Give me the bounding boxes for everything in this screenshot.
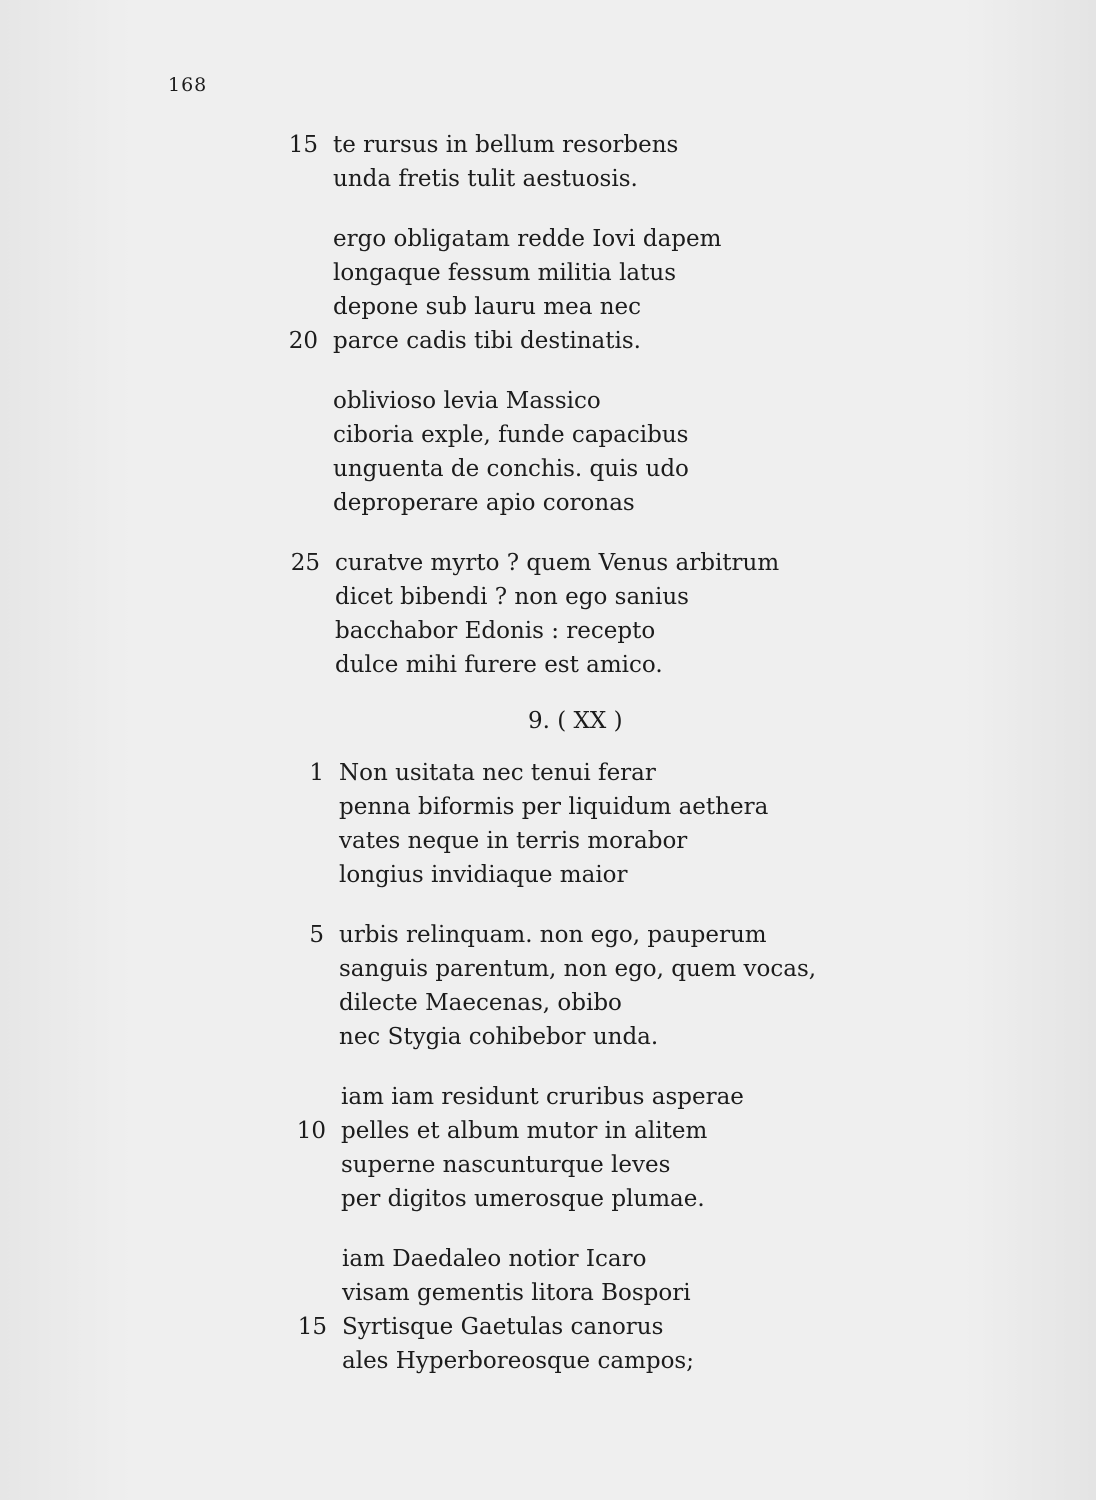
verse-line: ales Hyperboreosque campos; (342, 1348, 694, 1374)
verse-line: te rursus in bellum resorbens (333, 132, 679, 158)
line-number: 5 (309, 922, 324, 948)
verse-line: iam iam residunt cruribus asperae (341, 1084, 744, 1110)
verse-line: nec Stygia cohibebor unda. (339, 1024, 659, 1050)
ode-heading: 9. ( XX ) (528, 708, 623, 734)
verse-line: visam gementis litora Bospori (342, 1280, 691, 1306)
verse-line: sanguis parentum, non ego, quem vocas, (339, 956, 817, 982)
verse-line: longaque fessum militia latus (333, 260, 677, 286)
verse-line: urbis relinquam. non ego, pauperum (339, 922, 767, 948)
line-number: 15 (297, 1314, 327, 1340)
verse-line: parce cadis tibi destinatis. (333, 328, 641, 354)
verse-line: deproperare apio coronas (333, 490, 635, 516)
verse-line: oblivioso levia Massico (333, 388, 601, 414)
verse-line: vates neque in terris morabor (339, 828, 688, 854)
verse-line: curatve myrto ? quem Venus arbitrum (335, 550, 780, 576)
line-number: 25 (290, 550, 320, 576)
verse-line: ciboria exple, funde capacibus (333, 422, 689, 448)
line-number: 15 (288, 132, 318, 158)
verse-line: unguenta de conchis. quis udo (333, 456, 689, 482)
verse-line: ergo obligatam redde Iovi dapem (333, 226, 722, 252)
verse-line: Syrtisque Gaetulas canorus (342, 1314, 664, 1340)
line-number: 1 (309, 760, 324, 786)
line-number: 20 (288, 328, 318, 354)
page-number: 168 (168, 74, 208, 96)
verse-line: per digitos umerosque plumae. (341, 1186, 705, 1212)
verse-line: Non usitata nec tenui ferar (339, 760, 656, 786)
verse-line: dilecte Maecenas, obibo (339, 990, 622, 1016)
verse-line: penna biformis per liquidum aethera (339, 794, 769, 820)
verse-line: iam Daedaleo notior Icaro (342, 1246, 647, 1272)
verse-line: pelles et album mutor in alitem (341, 1118, 708, 1144)
verse-line: depone sub lauru mea nec (333, 294, 642, 320)
verse-line: dulce mihi furere est amico. (335, 652, 663, 678)
verse-line: dicet bibendi ? non ego sanius (335, 584, 689, 610)
line-number: 10 (296, 1118, 326, 1144)
verse-line: longius invidiaque maior (339, 862, 628, 888)
verse-line: bacchabor Edonis : recepto (335, 618, 656, 644)
verse-line: superne nascunturque leves (341, 1152, 671, 1178)
verse-line: unda fretis tulit aestuosis. (333, 166, 638, 192)
